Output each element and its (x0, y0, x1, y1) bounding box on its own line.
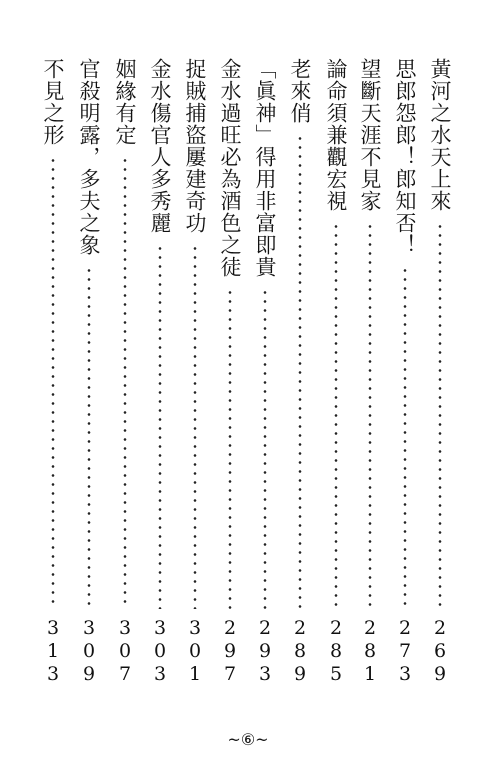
leader-dots (367, 222, 373, 609)
entry-page-number: 301 (184, 617, 206, 686)
leader-dots (402, 266, 408, 609)
leader-dots (122, 156, 128, 609)
leader-dots (297, 134, 303, 609)
entry-title: 官殺明露，多夫之象 (77, 58, 101, 256)
toc-entry[interactable] (214, 58, 246, 686)
toc-entry[interactable] (284, 58, 316, 686)
entry-page-number: 289 (289, 617, 311, 686)
leader-dots (227, 288, 233, 609)
entry-page-number: 313 (42, 617, 64, 686)
toc-entry[interactable] (179, 58, 211, 686)
entry-title: 捉賊捕盜屢建奇功 (183, 58, 207, 234)
toc-entry[interactable] (144, 58, 176, 686)
entry-page-number: 285 (325, 617, 347, 686)
entry-title: 老來俏 (288, 58, 312, 124)
entry-page-number: 309 (78, 617, 100, 686)
entry-page-number: 293 (254, 617, 276, 686)
entry-page-number: 307 (114, 617, 136, 686)
entry-title: 黃河之水天上來 (428, 58, 452, 212)
toc-entry[interactable] (73, 58, 105, 686)
leader-dots (437, 222, 443, 609)
entry-title: 望斷天涯不見家 (358, 58, 382, 212)
toc-entry[interactable] (354, 58, 386, 686)
entry-page-number: 269 (429, 617, 451, 686)
entry-title: 不見之形 (41, 58, 65, 146)
entry-page-number: 273 (394, 617, 416, 686)
leader-dots (333, 222, 339, 609)
leader-dots (262, 288, 268, 609)
entry-title: 思郎怨郎！郎知否！ (393, 58, 417, 256)
entry-title: 論命須兼觀宏視 (324, 58, 348, 212)
entry-title: 「眞神」得用非富即貴 (253, 58, 277, 278)
leader-dots (86, 266, 92, 609)
entry-page-number: 281 (359, 617, 381, 686)
toc-entry[interactable] (109, 58, 141, 686)
entry-page-number: 297 (219, 617, 241, 686)
leader-dots (157, 244, 163, 609)
entry-page-number: 303 (149, 617, 171, 686)
entry-title: 姻緣有定 (113, 58, 137, 146)
leader-dots (192, 244, 198, 609)
toc-entry[interactable] (37, 58, 69, 686)
page-folio: ~⑥~ (227, 730, 269, 749)
toc-entry[interactable] (389, 58, 421, 686)
entry-title: 金水傷官人多秀麗 (148, 58, 172, 234)
leader-dots (50, 156, 56, 609)
toc-entry[interactable] (424, 58, 456, 686)
toc-entry[interactable] (320, 58, 352, 686)
entry-title: 金水過旺必為酒色之徒 (218, 58, 242, 278)
toc-entry[interactable] (249, 58, 281, 686)
